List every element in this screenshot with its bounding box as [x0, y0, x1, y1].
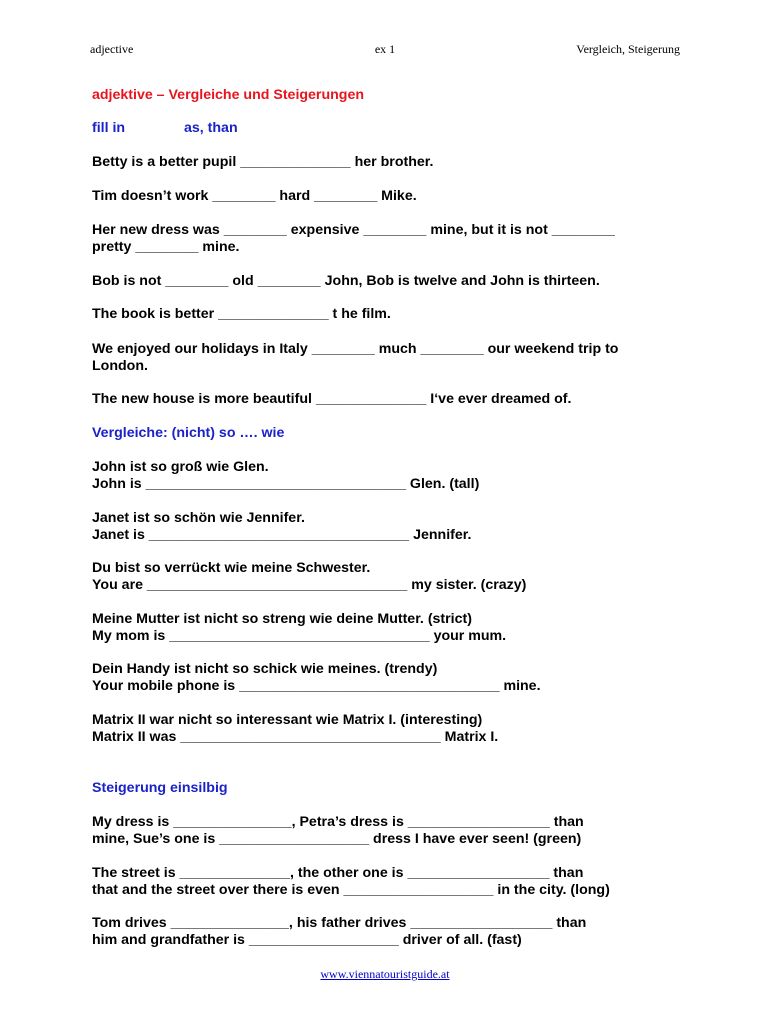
exercise-item: [92, 188, 692, 205]
section-hint: as, than: [184, 120, 238, 136]
exercise-line: Betty is a better pupil ______________ her brother.: [92, 154, 434, 170]
exercise-line: The book is better ______________ t he film.: [92, 306, 391, 322]
exercise-line: Janet is _________________________________ Jennifer.: [92, 527, 472, 543]
exercise-item: [92, 712, 692, 746]
exercise-item: [92, 391, 692, 408]
header-right: Vergleich, Steigerung: [576, 42, 680, 56]
exercise-line: that and the street over there is even ___________________ in the city. (long): [92, 882, 610, 898]
exercise-line: Bob is not ________ old ________ John, Bob is twelve and John is thirteen.: [92, 273, 600, 289]
exercise-line: Dein Handy ist nicht so schick wie meines. (trendy): [92, 661, 438, 677]
exercise-line: Janet ist so schön wie Jennifer.: [92, 510, 305, 526]
exercise-line: mine, Sue’s one is ___________________ dress I have ever seen! (green): [92, 831, 582, 847]
exercise-item: [92, 306, 692, 323]
exercise-item: [92, 459, 692, 493]
exercise-item: [92, 154, 692, 171]
exercise-item: [92, 611, 692, 645]
section-heading-fill-in: [92, 120, 692, 137]
exercise-line: Tim doesn’t work ________ hard ________ Mike.: [92, 188, 417, 204]
section-heading-vergleiche: Vergleiche: (nicht) so …. wie: [92, 425, 285, 441]
exercise-item: [92, 560, 692, 594]
exercise-item: [92, 865, 692, 899]
exercise-line: Your mobile phone is _________________________________ mine.: [92, 678, 541, 694]
exercise-line: Meine Mutter ist nicht so streng wie deine Mutter. (strict): [92, 611, 472, 627]
exercise-line: pretty ________ mine.: [92, 239, 240, 255]
exercise-line: him and grandfather is ___________________ driver of all. (fast): [92, 932, 522, 948]
exercise-line: Du bist so verrückt wie meine Schwester.: [92, 560, 371, 576]
exercise-item: [92, 222, 692, 256]
exercise-line: You are _________________________________ my sister. (crazy): [92, 577, 527, 593]
exercise-item: [92, 510, 692, 544]
exercise-item: [92, 273, 692, 290]
header-left: adjective: [90, 42, 134, 56]
exercise-line: London.: [92, 358, 148, 374]
section-label: fill in: [92, 120, 126, 136]
exercise-line: John is _________________________________ Glen. (tall): [92, 476, 480, 492]
footer-link[interactable]: www.viennatouristguide.at: [320, 967, 450, 981]
exercise-line: The new house is more beautiful ______________ I‘ve ever dreamed of.: [92, 391, 572, 407]
exercise-line: John ist so groß wie Glen.: [92, 459, 269, 475]
exercise-item: [92, 915, 692, 949]
exercise-line: Her new dress was ________ expensive ________ mine, but it is not ________: [92, 222, 615, 238]
exercise-item: [92, 814, 692, 848]
header-center: ex 1: [374, 42, 396, 56]
exercise-line: My dress is _______________, Petra’s dress is __________________ than: [92, 814, 584, 830]
exercise-item: [92, 341, 692, 375]
exercise-line: Tom drives _______________, his father drives __________________ than: [92, 915, 587, 931]
section-heading-steigerung: Steigerung einsilbig: [92, 780, 228, 796]
exercise-line: My mom is _________________________________ your mum.: [92, 628, 507, 644]
exercise-item: [92, 661, 692, 695]
exercise-line: Matrix II war nicht so interessant wie Matrix I. (interesting): [92, 712, 483, 728]
exercise-line: Matrix II was _________________________________ Matrix I.: [92, 729, 499, 745]
exercise-line: We enjoyed our holidays in Italy ________ much ________ our weekend trip to: [92, 341, 619, 357]
footer: [0, 967, 770, 982]
page-title: adjektive – Vergleiche und Steigerungen: [92, 87, 365, 103]
exercise-line: The street is ______________, the other one is __________________ than: [92, 865, 584, 881]
running-header: [90, 42, 680, 58]
